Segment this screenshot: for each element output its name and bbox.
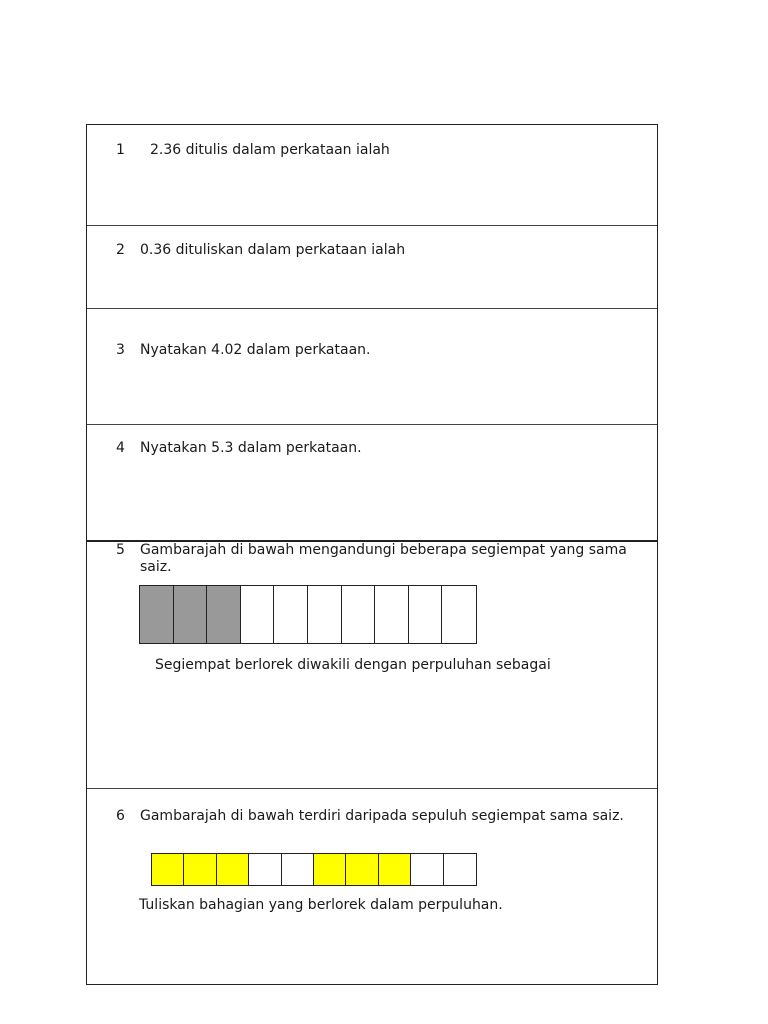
question-text: Nyatakan 5.3 dalam perkataan. (140, 440, 362, 456)
unshaded-square (282, 854, 314, 885)
unshaded-square (342, 586, 376, 643)
question-subtext: Segiempat berlorek diwakili dengan perpuluhan sebagai (155, 657, 551, 673)
question-number: 4 (116, 440, 125, 456)
question-row-3 (87, 309, 657, 425)
shaded-square (140, 586, 174, 643)
shaded-square (379, 854, 411, 885)
question-text: Gambarajah di bawah terdiri daripada sepuluh segiempat sama saiz. (140, 808, 624, 824)
unshaded-square (411, 854, 443, 885)
question-subtext: Tuliskan bahagian yang berlorek dalam perpuluhan. (139, 897, 503, 913)
shaded-square (174, 586, 208, 643)
unshaded-square (409, 586, 443, 643)
question-row-2 (87, 226, 657, 309)
question-text: 0.36 dituliskan dalam perkataan ialah (140, 242, 406, 258)
shaded-square (217, 854, 249, 885)
unshaded-square (274, 586, 308, 643)
unshaded-square (442, 586, 476, 643)
shaded-square (184, 854, 216, 885)
unshaded-square (375, 586, 409, 643)
question-row-1 (87, 125, 657, 226)
shaded-square (152, 854, 184, 885)
shaded-square (346, 854, 378, 885)
question-number: 1 (116, 142, 125, 158)
unshaded-square (241, 586, 275, 643)
question-text: Gambarajah di bawah mengandungi beberapa segiempat yang sama saiz. (140, 542, 627, 575)
unshaded-square (249, 854, 281, 885)
question-number: 3 (116, 342, 125, 358)
question-number: 2 (116, 242, 125, 258)
shaded-squares-diagram (139, 585, 477, 644)
shaded-square (207, 586, 241, 643)
question-number: 6 (116, 808, 125, 824)
question-row-6 (87, 789, 657, 986)
unshaded-square (308, 586, 342, 643)
unshaded-square (444, 854, 476, 885)
question-row-5 (87, 542, 657, 789)
question-row-4 (87, 425, 657, 542)
question-sheet (86, 124, 658, 985)
question-text: Nyatakan 4.02 dalam perkataan. (140, 342, 371, 358)
question-number: 5 (116, 542, 125, 558)
shaded-squares-diagram (151, 853, 477, 886)
question-text: 2.36 ditulis dalam perkataan ialah (150, 142, 390, 158)
shaded-square (314, 854, 346, 885)
